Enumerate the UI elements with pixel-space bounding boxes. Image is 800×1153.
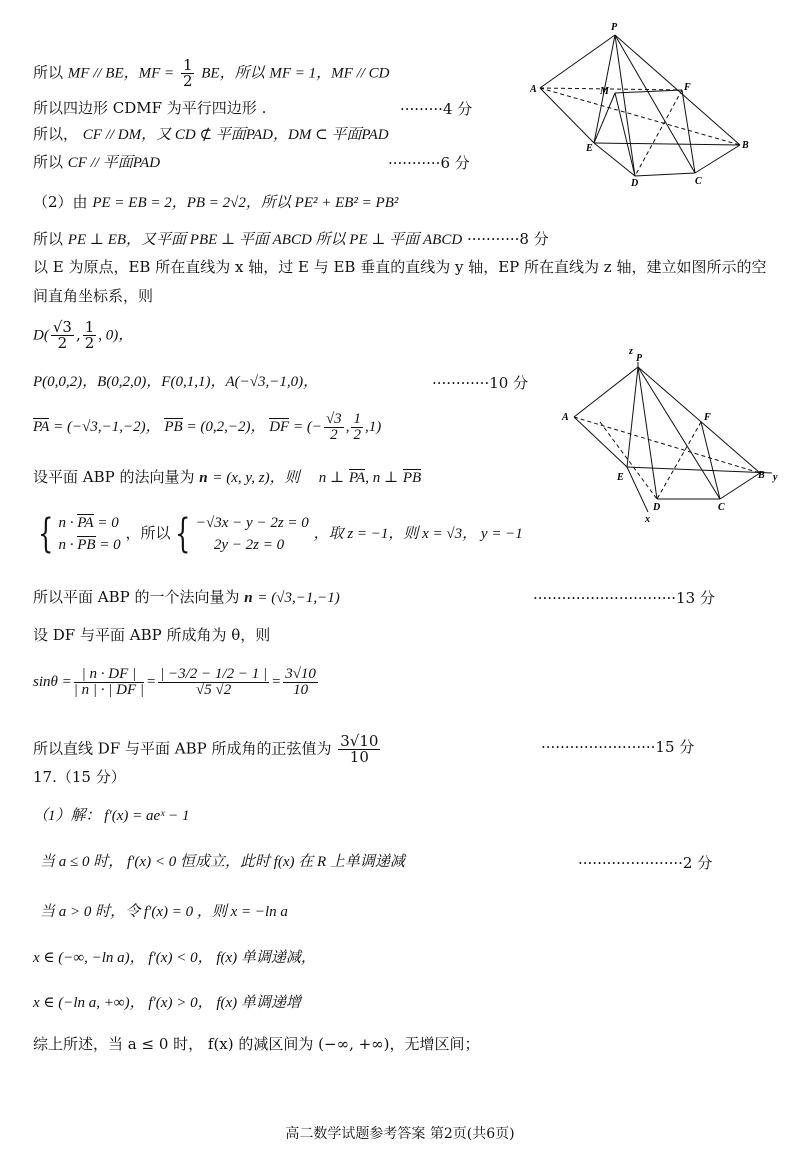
math: ,1): [364, 418, 382, 435]
vector-pb: PB: [77, 537, 96, 553]
denominator: 2: [57, 334, 68, 352]
line-sin-calc: [33, 667, 320, 698]
math: = (x, y, z)，则: [212, 470, 300, 486]
math: D(: [33, 327, 49, 344]
page-footer: 高二数学试题参考答案 第2页(共6页): [285, 1126, 515, 1142]
score-15: ························15 分: [541, 738, 695, 756]
math: , n ⊥: [365, 470, 399, 486]
math: BE，所以: [201, 65, 265, 82]
line-point-d: D( $\frac{√3}{2}$ , $\frac{1}{2}$ , 0)，: [33, 318, 134, 352]
line-angle-def: 设 DF 与平面 ABP 所成角为 θ，则: [33, 626, 271, 644]
math: n ·: [58, 537, 74, 553]
text: （2）由: [33, 193, 88, 211]
score-6: ···········6 分: [388, 154, 470, 172]
line-mf-parallel: [33, 58, 390, 89]
text: 设平面 ABP 的法向量为: [33, 468, 195, 486]
denominator: 2: [330, 427, 338, 443]
vector-pa: PA: [77, 515, 94, 531]
line-parallelogram: 所以四边形 CDMF 为平行四边形 .: [33, 99, 267, 117]
line-cf-plane: [33, 152, 160, 173]
fraction-half: [181, 58, 195, 89]
fig1-label-f: F: [684, 82, 691, 93]
vector-df: DF: [269, 418, 290, 435]
fraction: [74, 667, 144, 698]
numerator: 1: [182, 56, 193, 74]
line-increasing-interval: x ∈ (−ln a, +∞)， f′(x) > 0， f(x) 单调递增: [33, 995, 301, 1011]
math: = (0,2,−2)，: [186, 418, 266, 435]
numerator: √3: [52, 318, 72, 336]
fraction: [324, 412, 344, 443]
line-decreasing-interval: x ∈ (−∞, −ln a)， f′(x) < 0， f(x) 单调递减，: [33, 950, 316, 966]
math: = 0: [99, 537, 121, 553]
numerator: 3√10: [340, 732, 379, 750]
math: MF = 1，MF // CD: [269, 65, 390, 82]
math: ，取 z = −1，则 x = √3， y = −1: [313, 526, 523, 542]
text: 所以: [33, 230, 64, 248]
line-case-a-positive: 当 a > 0 时，令 f′(x) = 0 ，则 x = −ln a: [40, 904, 288, 920]
denominator: 2: [182, 72, 193, 90]
text: 所以直线 DF 与平面 ABP 所成角的正弦值为: [33, 739, 332, 758]
numerator: √3: [325, 411, 342, 427]
numerator: 1: [84, 318, 95, 336]
fig2-label-d: D: [653, 502, 661, 513]
score-8: ···········8 分: [466, 230, 549, 248]
math: n ⊥: [318, 470, 345, 486]
vector-pa: PA: [33, 418, 50, 435]
vector-pb: PB: [402, 470, 422, 486]
score-2: ······················2 分: [578, 854, 713, 872]
math: PE ⊥ EB，又平面 PBE ⊥ 平面 ABCD 所以 PE ⊥ 平面 ABCD: [67, 232, 463, 248]
line-normal-vector: [33, 467, 421, 488]
math: = (−√3,−1,−2)，: [53, 418, 161, 435]
fig2-label-f: F: [704, 412, 711, 423]
eq-row: −√3x − y − 2z = 0: [195, 515, 309, 531]
fraction: [158, 667, 269, 698]
brace-left: {: [38, 511, 54, 557]
fig1-label-c: C: [695, 176, 702, 187]
line-sin-result: [33, 734, 382, 765]
text: 所以: [33, 153, 64, 171]
vector-pb: PB: [164, 418, 183, 435]
fig2-label-z: z: [629, 346, 633, 357]
line-derivative: （1）解： f′(x) = aeˣ − 1: [33, 808, 190, 824]
numerator: 1: [353, 411, 361, 427]
score-4: ·········4 分: [400, 100, 473, 118]
math: = (−: [292, 418, 322, 435]
score-13: ······························13 分: [533, 589, 715, 607]
line-pe-perp: [33, 229, 549, 250]
math: CF // DM，又 CD ⊄ 平面PAD，DM ⊂ 平面PAD: [82, 127, 389, 143]
score-10: ············10 分: [432, 374, 529, 392]
fraction: [338, 734, 380, 765]
line-system: [33, 512, 523, 556]
line-normal-result: [33, 587, 340, 608]
fig1-label-p: P: [611, 22, 618, 33]
fig1-label-m: M: [600, 86, 609, 97]
fig2-label-c: C: [718, 502, 725, 513]
line-coord-setup-2: 间直角坐标系，则: [33, 287, 154, 305]
denominator: 2: [353, 427, 361, 443]
denominator: 10: [349, 748, 369, 766]
brace-left: {: [175, 511, 191, 557]
fraction: [51, 320, 74, 351]
fig1-label-e: E: [586, 143, 593, 154]
fraction: [283, 667, 318, 698]
numerator: | n · DF |: [74, 667, 144, 683]
question-17-heading: 17.（15 分）: [33, 768, 126, 786]
fig2-label-b: B: [758, 470, 765, 481]
system-1: [58, 512, 120, 556]
math: =: [146, 673, 157, 690]
math: = 0: [97, 515, 119, 531]
fig2-label-x: x: [645, 514, 650, 525]
math: = (√3,−1,−1): [257, 590, 340, 606]
math: PE = EB = 2，PB = 2√2，所以 PE² + EB² = PB²: [92, 195, 399, 211]
coordinate-figure: [560, 342, 790, 527]
line-coord-setup: 以 E 为原点，EB 所在直线为 x 轴，过 E 与 EB 垂直的直线为 y 轴，EP 所在直线为 z 轴，建立如图所示的空: [33, 258, 767, 276]
denominator: 2: [84, 334, 95, 352]
math: sinθ =: [33, 673, 72, 690]
text: 所以: [33, 63, 64, 82]
eq-row: [58, 515, 118, 531]
math: MF // BE，MF =: [67, 65, 175, 82]
fig2-label-p: P: [636, 353, 643, 364]
math: , 0)，: [98, 327, 134, 344]
fig2-label-a: A: [562, 412, 569, 423]
text: ，所以: [125, 524, 171, 542]
math: CF // 平面PAD: [67, 155, 161, 171]
fig1-label-a: A: [530, 84, 537, 95]
line-part2-given: [33, 192, 398, 213]
denominator: 10: [293, 682, 309, 698]
text: 所以平面 ABP 的一个法向量为: [33, 588, 240, 606]
text: 所以，: [33, 125, 79, 143]
numerator: 3√10: [285, 666, 316, 682]
eq-row: 2y − 2z = 0: [213, 537, 285, 553]
fig2-label-e: E: [617, 472, 624, 483]
math: =: [271, 673, 282, 690]
vector-pa: PA: [348, 470, 366, 486]
line-case-a-nonpositive: 当 a ≤ 0 时， f′(x) < 0 恒成立，此时 f(x) 在 R 上单调递减: [40, 854, 405, 870]
pyramid-figure-top: [530, 18, 760, 188]
normal-n: n: [199, 470, 208, 486]
fig2-label-y: y: [773, 472, 778, 483]
math: n ·: [58, 515, 74, 531]
system-2: [196, 512, 309, 556]
eq-row: [58, 537, 120, 553]
numerator: | −3/2 − 1/2 − 1 |: [160, 666, 268, 682]
denominator: | n | · | DF |: [73, 682, 144, 698]
normal-n: n: [244, 590, 253, 606]
fig1-label-b: B: [742, 140, 749, 151]
denominator: √5 √2: [195, 682, 232, 698]
fraction: [83, 320, 97, 351]
fig1-label-d: D: [631, 178, 639, 188]
line-cf-dm: [33, 124, 389, 145]
line-summary: 综上所述，当 a ≤ 0 时， f(x) 的减区间为 (−∞, +∞)，无增区间；: [33, 1035, 480, 1053]
fraction: [351, 412, 363, 443]
line-vectors: PA = (−√3,−1,−2)， PB = (0,2,−2)， DF = (− $\frac{√3}{2}$ , $\frac{1}{2}$ ,1): [33, 411, 382, 443]
line-points: P(0,0,2)，B(0,2,0)，F(0,1,1)，A(−√3,−1,0)，: [33, 374, 319, 390]
